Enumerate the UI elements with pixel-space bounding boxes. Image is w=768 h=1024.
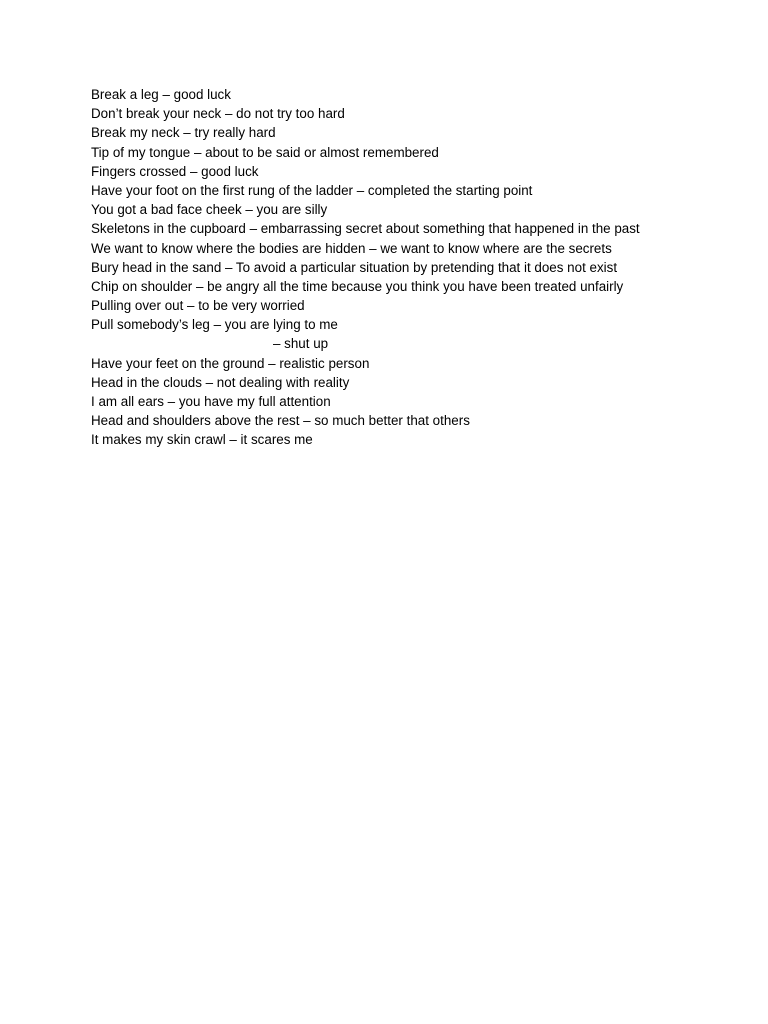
text-line: Head and shoulders above the rest – so much better that others: [91, 413, 470, 429]
text-line: Skeletons in the cupboard – embarrassing secret about something that happened in the past: [91, 221, 640, 237]
text-line: Tip of my tongue – about to be said or almost remembered: [91, 144, 439, 160]
text-line: It makes my skin crawl – it scares me: [91, 432, 313, 448]
text-line: Head in the clouds – not dealing with reality: [91, 374, 350, 390]
text-line: Have your feet on the ground – realistic person: [91, 355, 370, 371]
text-line: I am all ears – you have my full attention: [91, 394, 331, 409]
text-line: Break a leg – good luck: [91, 87, 231, 102]
text-line: Chip on shoulder – be angry all the time because you think you have been treated unfairly: [91, 278, 624, 294]
text-line: We want to know where the bodies are hidden – we want to know where are the secrets: [91, 240, 612, 256]
text-line: Pull somebody’s leg – you are lying to me: [91, 317, 338, 333]
text-line: Have your foot on the first rung of the ladder – completed the starting point: [91, 182, 533, 198]
text-line: Fingers crossed – good luck: [91, 163, 259, 179]
text-line-indented: – shut up: [273, 336, 329, 352]
text-line: Break my neck – try really hard: [91, 125, 276, 141]
text-line: Pulling over out – to be very worried: [91, 298, 305, 314]
text-line: You got a bad face cheek – you are silly: [91, 202, 328, 218]
text-line: Don’t break your neck – do not try too hard: [91, 106, 345, 122]
idiom-list: [91, 85, 731, 450]
text-line: Bury head in the sand – To avoid a particular situation by pretending that it does not exist: [91, 259, 618, 275]
